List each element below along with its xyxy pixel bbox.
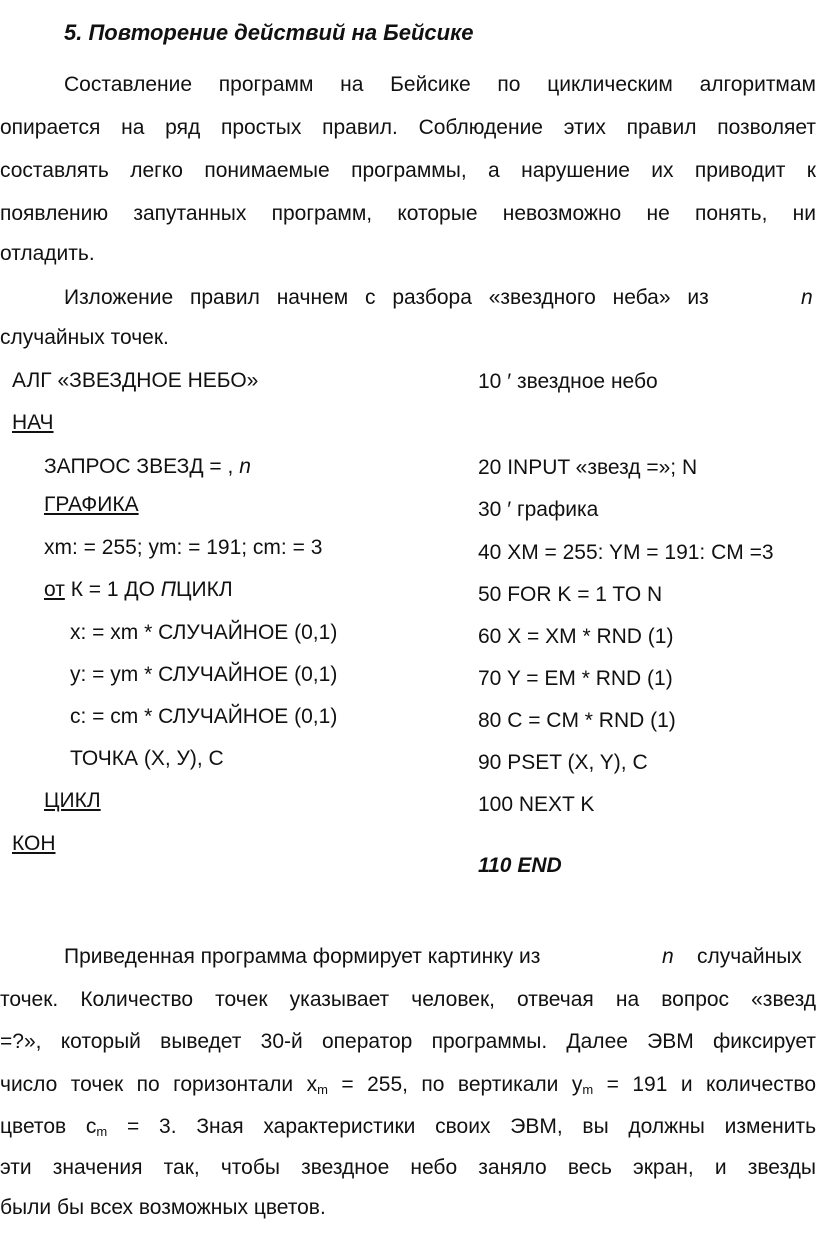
- conclusion-line-4: [0, 1070, 816, 1100]
- alg-graphics: ГРАФИКА: [44, 493, 139, 516]
- basic-line-110: 110 END: [478, 854, 562, 877]
- conclusion-line-6: эти значения так, чтобы звездное небо заняло весь экран, и звезды: [0, 1156, 816, 1179]
- alg-request-text: ЗАПРОС ЗВЕЗД = ,: [44, 455, 234, 478]
- exposition-line-1: [64, 283, 709, 313]
- conclusion-line-7: были бы всех возможных цветов.: [0, 1196, 326, 1219]
- section-heading: 5. Повторение действий на Бейсике: [64, 20, 474, 45]
- intro-line-3: составлять легко понимаемые программы, а нарушение их приводит к: [0, 159, 816, 182]
- alg-x-line: x: = xm * СЛУЧАЙНОЕ (0,1): [70, 621, 338, 644]
- alg-loop-kw: от: [44, 578, 65, 601]
- conclusion-line-2: точек. Количество точек указывает человек, отвечая на вопрос «звезд: [0, 988, 816, 1011]
- alg-loop: [44, 575, 233, 605]
- conclusion-4-sub-1: m: [317, 1082, 328, 1097]
- basic-line-80: 80 C = CM * RND (1): [478, 709, 676, 732]
- exposition-text: Изложение правил начнем с разбора «звездного неба» из: [64, 286, 709, 309]
- basic-line-30: 30 ′ графика: [478, 498, 599, 521]
- basic-line-20: 20 INPUT «звезд =»; N: [478, 456, 698, 479]
- conclusion-5-sub: m: [96, 1124, 108, 1139]
- basic-line-10: 10 ′ звездное небо: [478, 370, 658, 393]
- basic-line-50: 50 FOR K = 1 TO N: [478, 583, 663, 606]
- conclusion-4c: = 191 и количество: [593, 1073, 816, 1096]
- basic-line-60: 60 X = XM * RND (1): [478, 625, 674, 648]
- basic-line-70: 70 Y = EM * RND (1): [478, 667, 673, 690]
- alg-begin: НАЧ: [12, 411, 54, 434]
- intro-line-5: отладить.: [0, 242, 95, 265]
- conclusion-5b: = 3. Зная характеристики своих ЭВМ, вы должны изменить: [107, 1115, 816, 1138]
- intro-line-2: опирается на ряд простых правил. Соблюдение этих правил позволяет: [0, 116, 816, 139]
- conclusion-line-1b: случайных: [697, 945, 802, 968]
- alg-point: ТОЧКА (X, У), С: [70, 747, 224, 770]
- conclusion-line-3: =?», который выведет 30-й оператор программы. Далее ЭВМ фиксирует: [0, 1030, 816, 1053]
- conclusion-4-sub-2: m: [582, 1082, 594, 1097]
- conclusion-4a: число точек по горизонтали x: [0, 1073, 318, 1096]
- alg-assign: xm: = 255; ym: = 191; cm: = 3: [44, 536, 323, 559]
- alg-loop-text: К = 1 ДО: [70, 578, 155, 601]
- conclusion-var: n: [662, 945, 674, 968]
- alg-loop-var: П: [160, 578, 176, 601]
- alg-request-var: n: [239, 455, 251, 478]
- alg-c-line: c: = cm * СЛУЧАЙНОЕ (0,1): [70, 705, 338, 728]
- intro-line-1: Составление программ на Бейсике по циклическим алгоритмам: [64, 73, 816, 96]
- conclusion-5a: цветов c: [0, 1115, 97, 1138]
- alg-y-line: y: = ym * СЛУЧАЙНОЕ (0,1): [70, 663, 338, 686]
- exposition-line-2: случайных точек.: [0, 326, 169, 349]
- alg-loop-end: ЦИКЛ: [176, 578, 233, 601]
- conclusion-4b: = 255, по вертикали y: [327, 1073, 583, 1096]
- conclusion-line-1a: Приведенная программа формирует картинку из: [64, 945, 541, 968]
- basic-line-100: 100 NEXT K: [478, 793, 595, 816]
- intro-line-4: появлению запутанных программ, которые невозможно не понять, ни: [0, 202, 816, 225]
- basic-line-90: 90 PSET (X, Y), C: [478, 751, 648, 774]
- conclusion-line-5: [0, 1112, 816, 1142]
- exposition-var: n: [801, 286, 813, 309]
- alg-cycle: ЦИКЛ: [44, 789, 101, 812]
- alg-end: КОН: [12, 832, 56, 855]
- alg-request: [44, 452, 251, 482]
- alg-title: АЛГ «ЗВЕЗДНОЕ НЕБО»: [12, 369, 259, 392]
- basic-line-40: 40 XM = 255: YM = 191: CM =3: [478, 541, 774, 564]
